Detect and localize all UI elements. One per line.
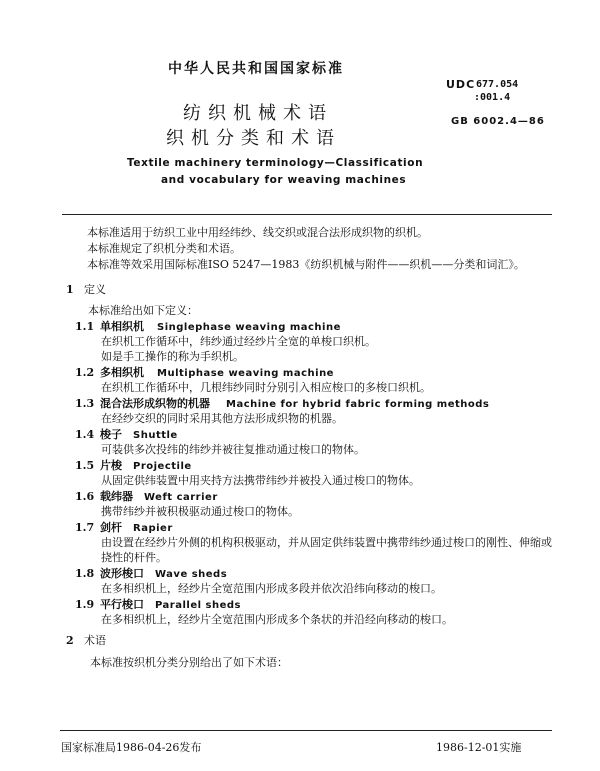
item-1-7-desc-1: 由设置在经纱片外侧的机构积极驱动，并从固定供纬装置中携带纬纱通过梭口的刚性、伸缩或 — [101, 536, 552, 549]
title-english-line-2: and vocabulary for weaving machines — [161, 174, 407, 186]
item-1-1-term-cn: 单相织机 — [100, 320, 144, 333]
item-1-7-term-en: Rapier — [133, 523, 173, 534]
title-chinese-line-2: 织机分类和术语 — [166, 128, 341, 149]
udc-label: UDC — [446, 78, 476, 91]
item-1-6-number: 1.6 — [75, 490, 95, 503]
udc-code-1: 677.054 — [476, 79, 519, 90]
item-1-5-term-cn: 片梭 — [100, 459, 122, 472]
footer-issued-by: 国家标准局1986-04-26发布 — [61, 741, 202, 754]
item-1-3-number: 1.3 — [75, 397, 95, 410]
item-1-6-desc-1: 携带纬纱并被积极驱动通过梭口的物体。 — [101, 505, 299, 518]
item-1-6-term-en: Weft carrier — [144, 492, 218, 503]
item-1-9-term-cn: 平行梭口 — [100, 598, 144, 611]
intro-paragraph-3: 本标准等效采用国际标准ISO 5247—1983《纺织机械与附件——织机——分类和词汇》。 — [87, 258, 525, 271]
item-1-5-number: 1.5 — [75, 459, 95, 472]
item-1-8-term-en: Wave sheds — [155, 569, 228, 580]
item-1-3-term-cn: 混合法形成织物的机器 — [100, 397, 210, 410]
item-1-1-term-en: Singlephase weaving machine — [157, 322, 341, 333]
item-1-8-number: 1.8 — [75, 567, 95, 580]
item-1-6-term-cn: 载纬器 — [100, 490, 133, 503]
item-1-7-number: 1.7 — [75, 521, 95, 534]
title-english-line-1: Textile machinery terminology—Classification — [127, 157, 424, 169]
item-1-4-term-cn: 梭子 — [100, 428, 122, 441]
gb-standard-code: GB 6002.4—86 — [451, 116, 545, 127]
top-divider — [62, 214, 552, 215]
item-1-9-number: 1.9 — [75, 598, 95, 611]
item-1-4-desc-1: 可装供多次投纬的纬纱并被往复推动通过梭口的物体。 — [101, 443, 365, 456]
section-2-lead: 本标准按织机分类分别给出了如下术语： — [90, 656, 288, 669]
intro-paragraph-2: 本标准规定了织机分类和术语。 — [87, 242, 241, 255]
item-1-9-term-en: Parallel sheds — [155, 600, 241, 611]
item-1-2-number: 1.2 — [75, 366, 95, 379]
item-1-7-desc-2: 挠性的杆件。 — [101, 551, 167, 564]
item-1-5-term-en: Projectile — [133, 461, 192, 472]
udc-code-2: :001.4 — [474, 92, 511, 103]
item-1-2-desc-1: 在织机工作循环中，几根纬纱同时分别引入相应梭口的多梭口织机。 — [101, 381, 431, 394]
footer-effective-date: 1986-12-01实施 — [436, 741, 522, 754]
title-chinese-line-1: 纺织机械术语 — [183, 103, 333, 124]
item-1-2-term-en: Multiphase weaving machine — [157, 368, 334, 379]
item-1-5-desc-1: 从固定供纬装置中用夹持方法携带纬纱并被投入通过梭口的物体。 — [101, 474, 420, 487]
section-2-title: 术语 — [84, 634, 106, 647]
item-1-9-desc-1: 在多相织机上，经纱片全宽范围内形成多个条状的并沿经向移动的梭口。 — [101, 613, 453, 626]
section-1-lead: 本标准给出如下定义： — [88, 304, 198, 317]
national-standard-heading: 中华人民共和国国家标准 — [168, 61, 344, 77]
item-1-3-desc-1: 在经纱交织的同时采用其他方法形成织物的机器。 — [101, 412, 343, 425]
item-1-4-term-en: Shuttle — [133, 430, 178, 441]
section-2-number: 2 — [66, 634, 74, 647]
item-1-1-desc-2: 如是手工操作的称为手织机。 — [101, 350, 244, 363]
item-1-7-term-cn: 剑杆 — [100, 521, 122, 534]
item-1-8-desc-1: 在多相织机上，经纱片全宽范围内形成多段并依次沿纬向移动的梭口。 — [101, 582, 442, 595]
section-1-title: 定义 — [84, 283, 106, 296]
bottom-divider — [60, 730, 552, 731]
intro-paragraph-1: 本标准适用于纺织工业中用经纬纱、线交织或混合法形成织物的织机。 — [87, 226, 428, 239]
item-1-1-number: 1.1 — [75, 320, 95, 333]
item-1-2-term-cn: 多相织机 — [100, 366, 144, 379]
item-1-1-desc-1: 在织机工作循环中，纬纱通过经纱片全宽的单梭口织机。 — [101, 335, 376, 348]
item-1-8-term-cn: 波形梭口 — [100, 567, 144, 580]
item-1-3-term-en: Machine for hybrid fabric forming methods — [226, 399, 490, 410]
section-1-number: 1 — [66, 283, 74, 296]
item-1-4-number: 1.4 — [75, 428, 95, 441]
